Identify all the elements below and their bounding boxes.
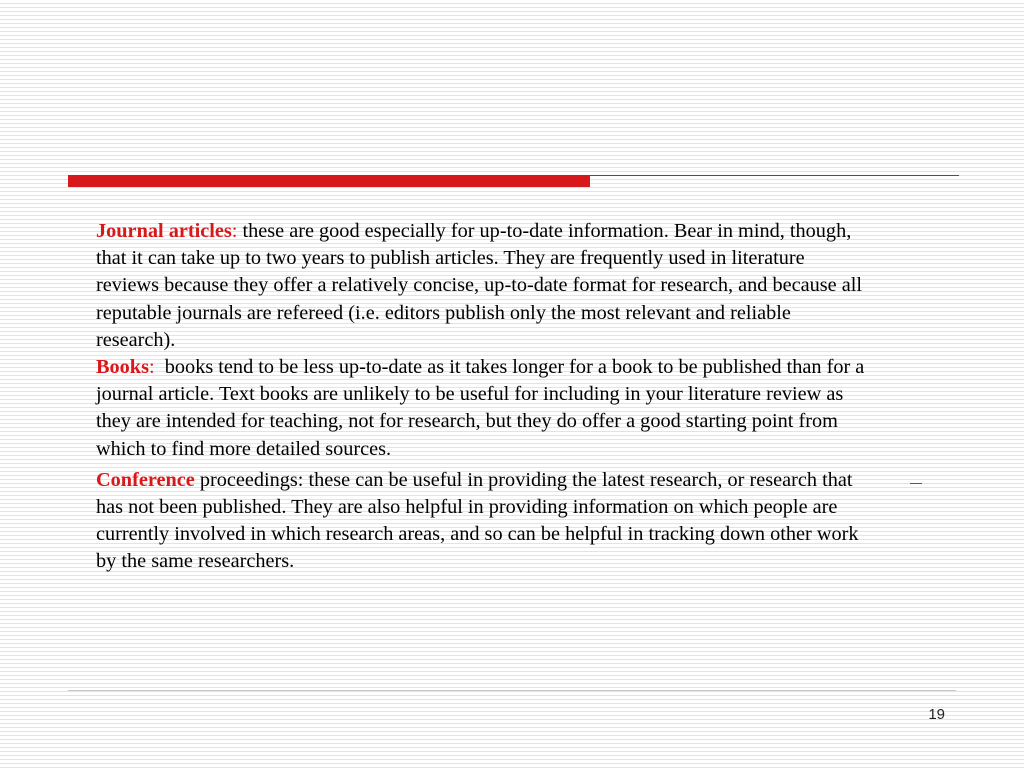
title-accent-bar [68, 175, 590, 187]
slide-body [96, 218, 870, 576]
term-separator: : [231, 220, 238, 242]
term-separator: : [148, 356, 155, 379]
paragraph-conference [96, 467, 866, 576]
term-journal-articles: Journal articles [96, 220, 232, 242]
paragraph-body: proceedings: these can be useful in providing the latest research, or research that has not been published. They are also helpful in providing information on which people are currently involved in which research areas, and so can be helpful in tracking down other work by the same researchers. [96, 468, 859, 573]
term-conference: Conference [96, 468, 195, 491]
paragraph-journal-articles [96, 218, 866, 354]
dash-marker [910, 483, 922, 484]
page-number: 19 [928, 706, 945, 723]
term-books: Books [96, 356, 149, 379]
title-accent-line [590, 175, 959, 176]
paragraph-books [96, 354, 870, 463]
paragraph-body: books tend to be less up-to-date as it takes longer for a book to be published than for a journal article. Text books are unlikely to be useful for including in your literature review as they are intended for teaching, not for research, but they do offer a good starting point from which to find more detailed sources. [96, 356, 870, 460]
paragraph-body: these are good especially for up-to-date information. Bear in mind, though, that it can take up to two years to publish articles. They are frequently used in literature reviews because they offer a relatively concise, up-to-date format for research, and because all reputable journals are refereed (i.e. editors publish only the most relevant and reliable research). [96, 220, 862, 351]
footer-divider [68, 690, 956, 691]
